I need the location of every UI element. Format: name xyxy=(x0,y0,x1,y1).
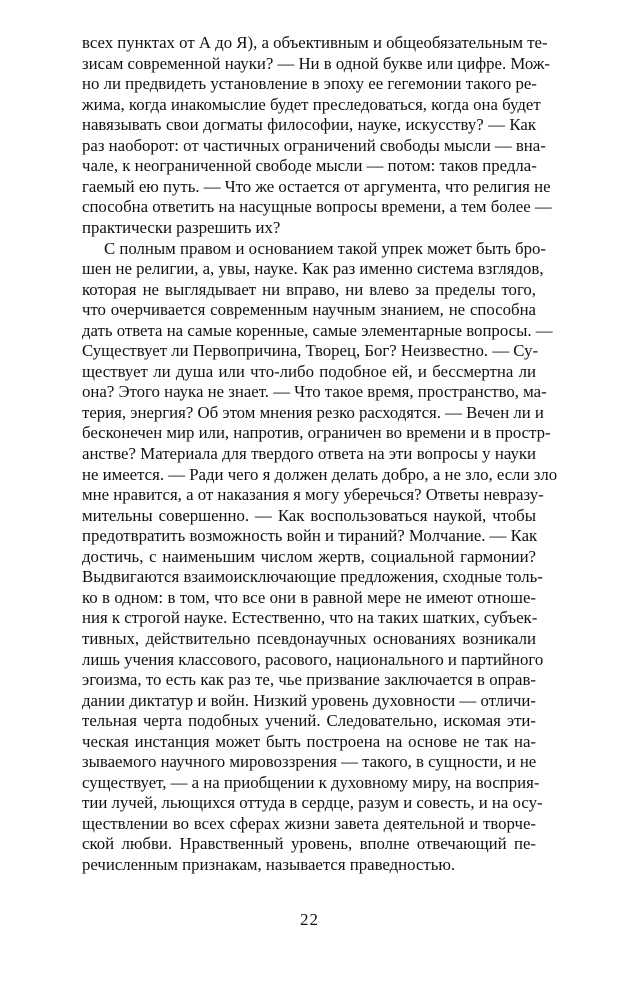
text-line: мне нравится, а от наказания я могу уберечься? Ответы невразу- xyxy=(82,485,544,505)
text-line: тии лучей, льющихся оттуда в сердце, разум и совесть, и на осу- xyxy=(82,793,543,813)
text-line: практически разрешить их? xyxy=(82,217,281,237)
text-line: предотвратить возможность войн и тираний? Молчание. — Как xyxy=(82,526,538,546)
text-line: лишь учения классового, расового, национального и партийного xyxy=(82,649,544,669)
text-line: достичь, с наименьшим числом жертв, социальной гармонии? xyxy=(82,546,536,566)
text-line: ской любви. Нравственный уровень, вполне отвечающий пе- xyxy=(82,834,536,854)
text-line: она? Этого наука не знает. — Что такое время, пространство, ма- xyxy=(82,382,547,402)
text-line: жима, когда инакомыслие будет преследоваться, когда она будет xyxy=(82,94,541,114)
text-line: чале, к неограниченной свободе мысли — потом: таков предла- xyxy=(82,156,537,176)
text-line: что очерчивается современным научным знанием, не способна xyxy=(82,300,536,320)
text-line: терия, энергия? Об этом мнения резко расходятся. — Вечен ли и xyxy=(82,402,544,422)
text-line: анстве? Материала для твердого ответа на эти вопросы у науки xyxy=(82,444,536,463)
text-line: Выдвигаются взаимоисключающие предложения, сходные толь- xyxy=(82,567,543,587)
text-line: дать ответа на самые коренные, самые элементарные вопросы. — xyxy=(82,320,553,340)
text-line: ществует ли душа или что-либо подобное ей, и бессмертна ли xyxy=(82,361,536,381)
text-line: навязывать свои догматы философии, науке, искусству? — Как xyxy=(82,115,536,135)
text-line: зисам современной науки? — Ни в одной букве или цифре. Мож- xyxy=(82,53,551,73)
page-number: 22 xyxy=(300,910,319,929)
text-line: которая не выглядывает ни вправо, ни влево за пределы того, xyxy=(82,279,536,299)
text-line: речисленным признакам, называется праведностью. xyxy=(82,855,456,874)
text-line: ко в одном: в том, что все они в равной мере не имеют отноше- xyxy=(82,587,536,607)
text-line: не имеется. — Ради чего я должен делать добро, а не зло, если зло xyxy=(82,464,558,484)
text-line: С полным правом и основанием такой упрек может быть бро- xyxy=(104,238,546,258)
text-line: всех пунктах от А до Я), а объективным и общеобязательным те- xyxy=(82,33,548,52)
text-line: шен не религии, а, увы, науке. Как раз именно система взглядов, xyxy=(82,259,544,279)
text-line: существует, — а на приобщении к духовному миру, на восприя- xyxy=(82,772,540,792)
text-line: эгоизма, то есть как раз те, чье призвание заключается в оправ- xyxy=(82,670,536,690)
text-line: но ли предвидеть установление в эпоху ее гегемонии такого ре- xyxy=(82,74,537,94)
text-line: ческая инстанция может быть построена на основе не так на- xyxy=(82,731,536,751)
text-line: дании диктатур и войн. Низкий уровень духовности — отличи- xyxy=(82,690,536,710)
text-line: тивных, действительно псевдонаучных основаниях возникали xyxy=(82,628,536,648)
text-line: ществлении во всех сферах жизни завета деятельной и творче- xyxy=(82,813,536,833)
text-line: зываемого научного мировоззрения — такого, в сущности, и не xyxy=(82,752,537,772)
text-line: мительны совершенно. — Как воспользоваться наукой, чтобы xyxy=(82,505,536,525)
text-line: способна ответить на насущные вопросы времени, а тем более — xyxy=(82,197,552,217)
text-line: гаемый ею путь. — Что же остается от аргумента, что религия не xyxy=(82,176,551,196)
text-line: бесконечен мир или, напротив, ограничен во времени и в простр- xyxy=(82,423,551,443)
text-line: раз наоборот: от частичных ограничений свободы мысли — вна- xyxy=(82,135,546,155)
text-line: ния к строгой науке. Естественно, что на таких шатких, субъек- xyxy=(82,608,538,628)
text-line: Существует ли Первопричина, Творец, Бог? Неизвестно. — Су- xyxy=(82,341,539,361)
text-line: тельная черта подобных учений. Следовательно, искомая эти- xyxy=(82,711,536,731)
